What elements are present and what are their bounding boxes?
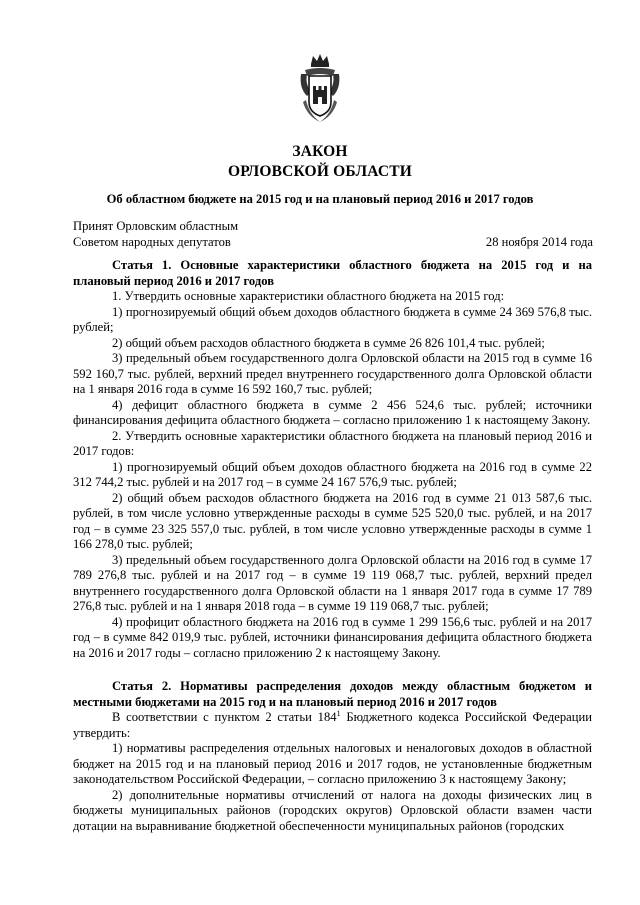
law-body xyxy=(73,258,592,834)
article-1-item-1-2: 2) общий объем расходов областного бюджета в сумме 26 826 101,4 тыс. рублей; xyxy=(112,335,545,350)
adopted-by-line2: Советом народных депутатов xyxy=(73,235,231,249)
article-2-item-1: 1) нормативы распределения отдельных налоговых и неналоговых доходов в областной бюджет на 2015 год и на плановый период 2016 и 2017 годов, не установленные бюджетным законодательством Российской Федерации, – согласно приложению 3 к настоящему Закону; xyxy=(73,741,592,786)
article-2-item-2: 2) дополнительные нормативы отчислений от налога на доходы физических лиц в бюджеты муниципальных районов (городских округов) Орловской области взамен части дотации на выравнивание бюджетной обеспеченности муниципальных районов (городских xyxy=(73,787,592,833)
adopted-by-line2-row xyxy=(73,235,593,250)
article-2-heading: Статья 2. Нормативы распределения доходов между областным бюджетом и местными бюджетами на 2015 год и на плановый период 2016 и 2017 годов xyxy=(73,679,592,709)
article-2-intro-start: В соответствии с пунктом 2 статьи 184 xyxy=(112,710,337,724)
article-2-intro-superscript: 1 xyxy=(336,708,341,718)
article-1-item-2: 2. Утвердить основные характеристики областного бюджета на плановый период 2016 и 2017 годов: xyxy=(73,428,592,458)
section-spacer xyxy=(73,661,592,679)
article-1-heading: Статья 1. Основные характеристики областного бюджета на 2015 год и на плановый период 2016 и 2017 годов xyxy=(73,258,592,288)
region-title: ОРЛОВСКОЙ ОБЛАСТИ xyxy=(227,163,413,180)
article-1-item-2-1: 1) прогнозируемый общий объем доходов областного бюджета на 2016 год в сумме 22 312 744,2 тыс. рублей и на 2017 год – в сумме 24 167 576,9 тыс. рублей; xyxy=(73,459,592,489)
article-1-item-1-4: 4) дефицит областного бюджета в сумме 2 456 524,6 тыс. рублей; источники финансирования дефицита областного бюджета – согласно приложению 1 к настоящему Закону. xyxy=(73,397,592,427)
document-subtitle: Об областном бюджете на 2015 год и на плановый период 2016 и 2017 годов xyxy=(106,192,534,206)
article-1-item-1: 1. Утвердить основные характеристики областного бюджета на 2015 год: xyxy=(112,289,505,303)
law-title: ЗАКОН xyxy=(292,143,348,160)
article-1-item-1-3: 3) предельный объем государственного долга Орловской области на 2015 год в сумме 16 592 160,7 тыс. рублей, верхний предел внутреннего государственного долга Орловской области на 1 января 2016 года в сумме 16 592 160,7 тыс. рублей; xyxy=(73,351,592,396)
article-2-intro-end: Бюджетного кодекса Российской Федерации утвердить: xyxy=(73,710,592,740)
article-1-item-1-1: 1) прогнозируемый общий объем доходов областного бюджета в сумме 24 369 576,8 тыс. рублей; xyxy=(73,304,592,334)
article-2-intro xyxy=(73,710,592,741)
adoption-date: 28 ноября 2014 года xyxy=(485,235,593,249)
coat-of-arms-emblem xyxy=(297,52,343,126)
article-1-item-2-4: 4) профицит областного бюджета на 2016 год в сумме 1 299 156,6 тыс. рублей и на 2017 год – в сумме 842 019,9 тыс. рублей, источники финансирования дефицита областного бюджета на 2016 и 2017 годы – согласно приложению 2 к настоящему Закону. xyxy=(73,614,592,660)
adopted-by-line1: Принят Орловским областным xyxy=(73,219,239,233)
article-1-item-2-2: 2) общий объем расходов областного бюджета на 2016 год в сумме 21 013 587,6 тыс. рублей, в том числе условно утвержденные расходы в сумме 525 520,0 тыс. рублей, и на 2017 год – в сумме 23 325 557,0 тыс. рублей, в том числе условно утвержденные расходы в сумме 1 166 278,0 тыс. рублей; xyxy=(73,490,592,551)
article-1-item-2-3: 3) предельный объем государственного долга Орловской области на 2016 год в сумме 17 789 276,8 тыс. рублей и на 2017 год – в сумме 19 119 068,7 тыс. рублей, верхний предел внутреннего государственного долга Орловской области на 1 января 2017 года в сумме 17 789 276,8 тыс. рублей и на 1 января 2018 года – в сумме 19 119 068,7 тыс. рублей; xyxy=(73,552,592,613)
